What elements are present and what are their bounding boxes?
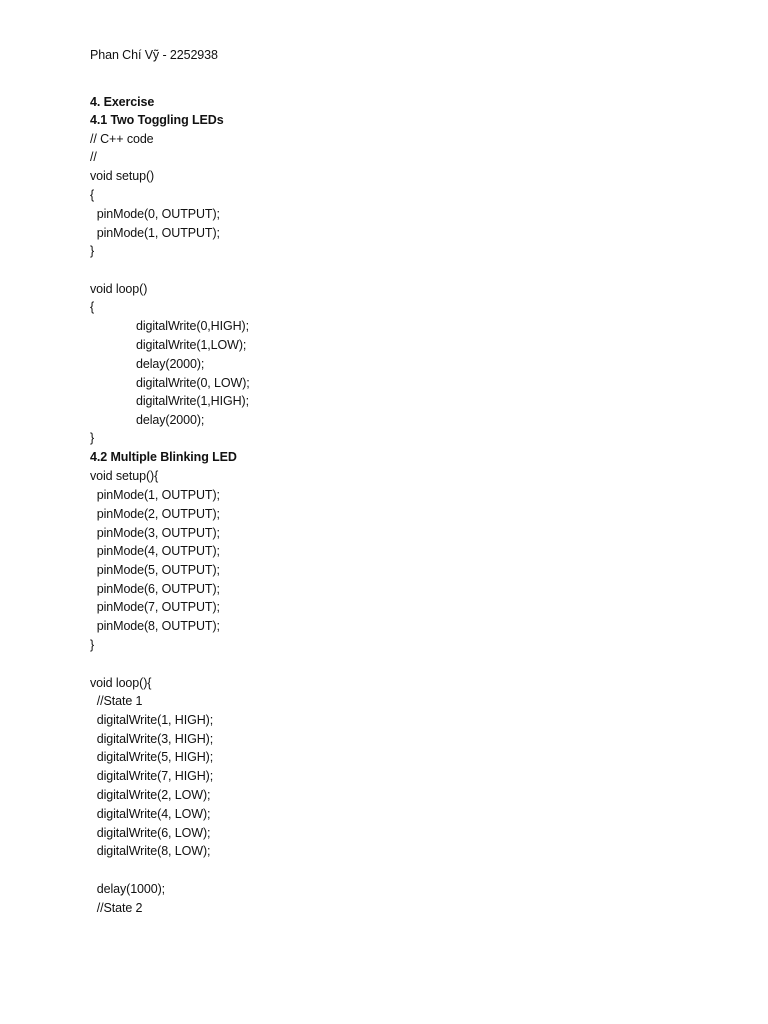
code-line: digitalWrite(4, LOW); (90, 807, 211, 821)
code-line: digitalWrite(7, HIGH); (90, 769, 214, 783)
code-line: pinMode(1, OUTPUT); (90, 488, 220, 502)
section-title: 4. Exercise (90, 95, 155, 109)
code-line: digitalWrite(1,HIGH); (136, 394, 249, 408)
code-line: digitalWrite(3, HIGH); (90, 732, 214, 746)
code-line: digitalWrite(2, LOW); (90, 788, 211, 802)
code-line: delay(2000); (136, 357, 205, 371)
code-line: { (90, 300, 95, 314)
code-line: pinMode(1, OUTPUT); (90, 226, 220, 240)
code-line: pinMode(8, OUTPUT); (90, 619, 220, 633)
subsection-title-2: 4.2 Multiple Blinking LED (90, 450, 237, 464)
code-line: } (90, 638, 95, 652)
code-line: pinMode(4, OUTPUT); (90, 544, 220, 558)
author-line: Phan Chí Vỹ - 2252938 (90, 48, 218, 62)
code-line: pinMode(5, OUTPUT); (90, 563, 220, 577)
code-line: { (90, 188, 95, 202)
code-line: delay(2000); (136, 413, 205, 427)
code-line: void setup(){ (90, 469, 159, 483)
code-line: pinMode(7, OUTPUT); (90, 600, 220, 614)
code-line: void loop(){ (90, 676, 152, 690)
code-line: // (90, 150, 97, 164)
code-line: void loop() (90, 282, 148, 296)
code-line: // C++ code (90, 132, 154, 146)
code-line: pinMode(3, OUTPUT); (90, 526, 220, 540)
code-line: //State 1 (90, 694, 143, 708)
code-line: void setup() (90, 169, 155, 183)
code-line: } (90, 431, 95, 445)
code-line: pinMode(0, OUTPUT); (90, 207, 220, 221)
code-line: delay(1000); (90, 882, 166, 896)
subsection-title-1: 4.1 Two Toggling LEDs (90, 113, 224, 127)
code-line: digitalWrite(0, LOW); (136, 376, 250, 390)
code-line: pinMode(6, OUTPUT); (90, 582, 220, 596)
code-line: digitalWrite(5, HIGH); (90, 750, 214, 764)
code-line: } (90, 244, 95, 258)
code-line: digitalWrite(0,HIGH); (136, 319, 249, 333)
code-line: pinMode(2, OUTPUT); (90, 507, 220, 521)
code-line: digitalWrite(8, LOW); (90, 844, 211, 858)
code-line: digitalWrite(1,LOW); (136, 338, 247, 352)
code-line: digitalWrite(1, HIGH); (90, 713, 214, 727)
code-line: //State 2 (90, 901, 143, 915)
code-line: digitalWrite(6, LOW); (90, 826, 211, 840)
